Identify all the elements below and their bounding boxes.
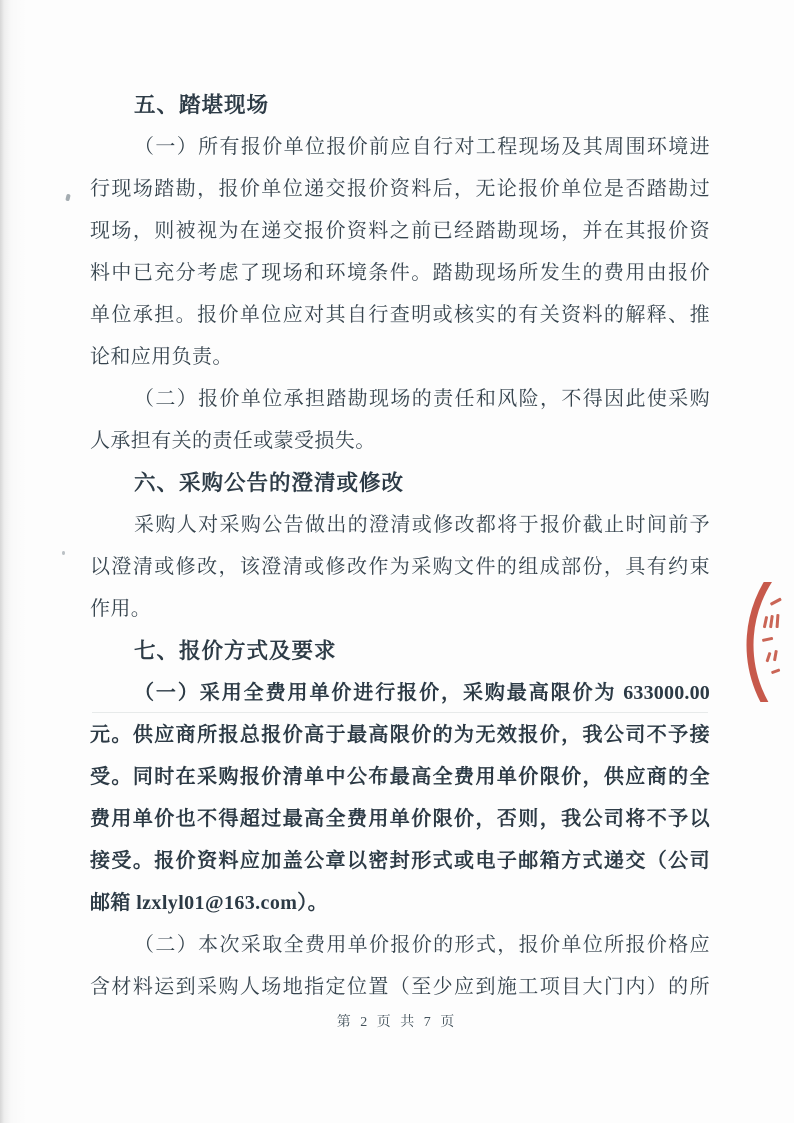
body-line: 受。同时在采购报价清单中公布最高全费用单价限价，供应商的全 <box>90 766 710 788</box>
page-number-footer: 第 2 页 共 7 页 <box>336 1015 458 1030</box>
document-body <box>90 84 710 1008</box>
body-line: 费用单价也不得超过最高全费用单价限价，否则，我公司将不予以 <box>90 808 710 830</box>
body-line: 接受。报价资料应加盖公章以密封形式或电子邮箱方式递交（公司 <box>90 850 710 872</box>
body-line: 采购人对采购公告做出的澄清或修改都将于报价截止时间前予 <box>134 514 710 536</box>
body-line: 料中已充分考虑了现场和环境条件。踏勘现场所发生的费用由报价 <box>90 262 710 284</box>
body-line: 行现场踏勘，报价单位递交报价资料后，无论报价单位是否踏勘过 <box>90 178 710 200</box>
body-line: 单位承担。报价单位应对其自行查明或核实的有关资料的解释、推 <box>90 304 710 326</box>
body-line-email: 邮箱 lzxlyl01@163.com）。 <box>90 892 329 914</box>
text-run: （一）采用全费用单价进行报价，采购最高限价为 <box>134 682 617 704</box>
body-line: 人承担有关的责任或蒙受损失。 <box>90 430 376 452</box>
official-red-seal-icon <box>740 582 794 702</box>
section-heading-6: 六、采购公告的澄清或修改 <box>134 471 405 495</box>
body-line: 以澄清或修改，该澄清或修改作为采购文件的组成部份，具有约束 <box>90 556 710 578</box>
body-line: 现场，则被视为在递交报价资料之前已经踏勘现场，并在其报价资 <box>90 220 710 242</box>
body-line <box>90 672 710 714</box>
body-line: 作用。 <box>90 598 152 620</box>
scan-speck <box>65 194 71 202</box>
section-heading-5: 五、踏堪现场 <box>134 93 270 117</box>
body-line: （二）本次采取全费用单价报价的形式，报价单位所报价格应 <box>134 934 710 956</box>
body-line: 论和应用负责。 <box>90 346 233 368</box>
body-line: （二）报价单位承担踏勘现场的责任和风险，不得因此使采购 <box>134 388 710 410</box>
section-heading-7: 七、报价方式及要求 <box>134 639 337 663</box>
scan-artifact-line <box>92 712 708 713</box>
scan-speck <box>62 551 65 555</box>
body-line: 含材料运到采购人场地指定位置（至少应到施工项目大门内）的所 <box>90 976 710 998</box>
max-price-amount: 633000.00 <box>616 682 710 704</box>
body-line: 元。供应商所报总报价高于最高限价的为无效报价，我公司不予接 <box>90 724 710 746</box>
body-line: （一）所有报价单位报价前应自行对工程现场及其周围环境进 <box>134 136 710 158</box>
